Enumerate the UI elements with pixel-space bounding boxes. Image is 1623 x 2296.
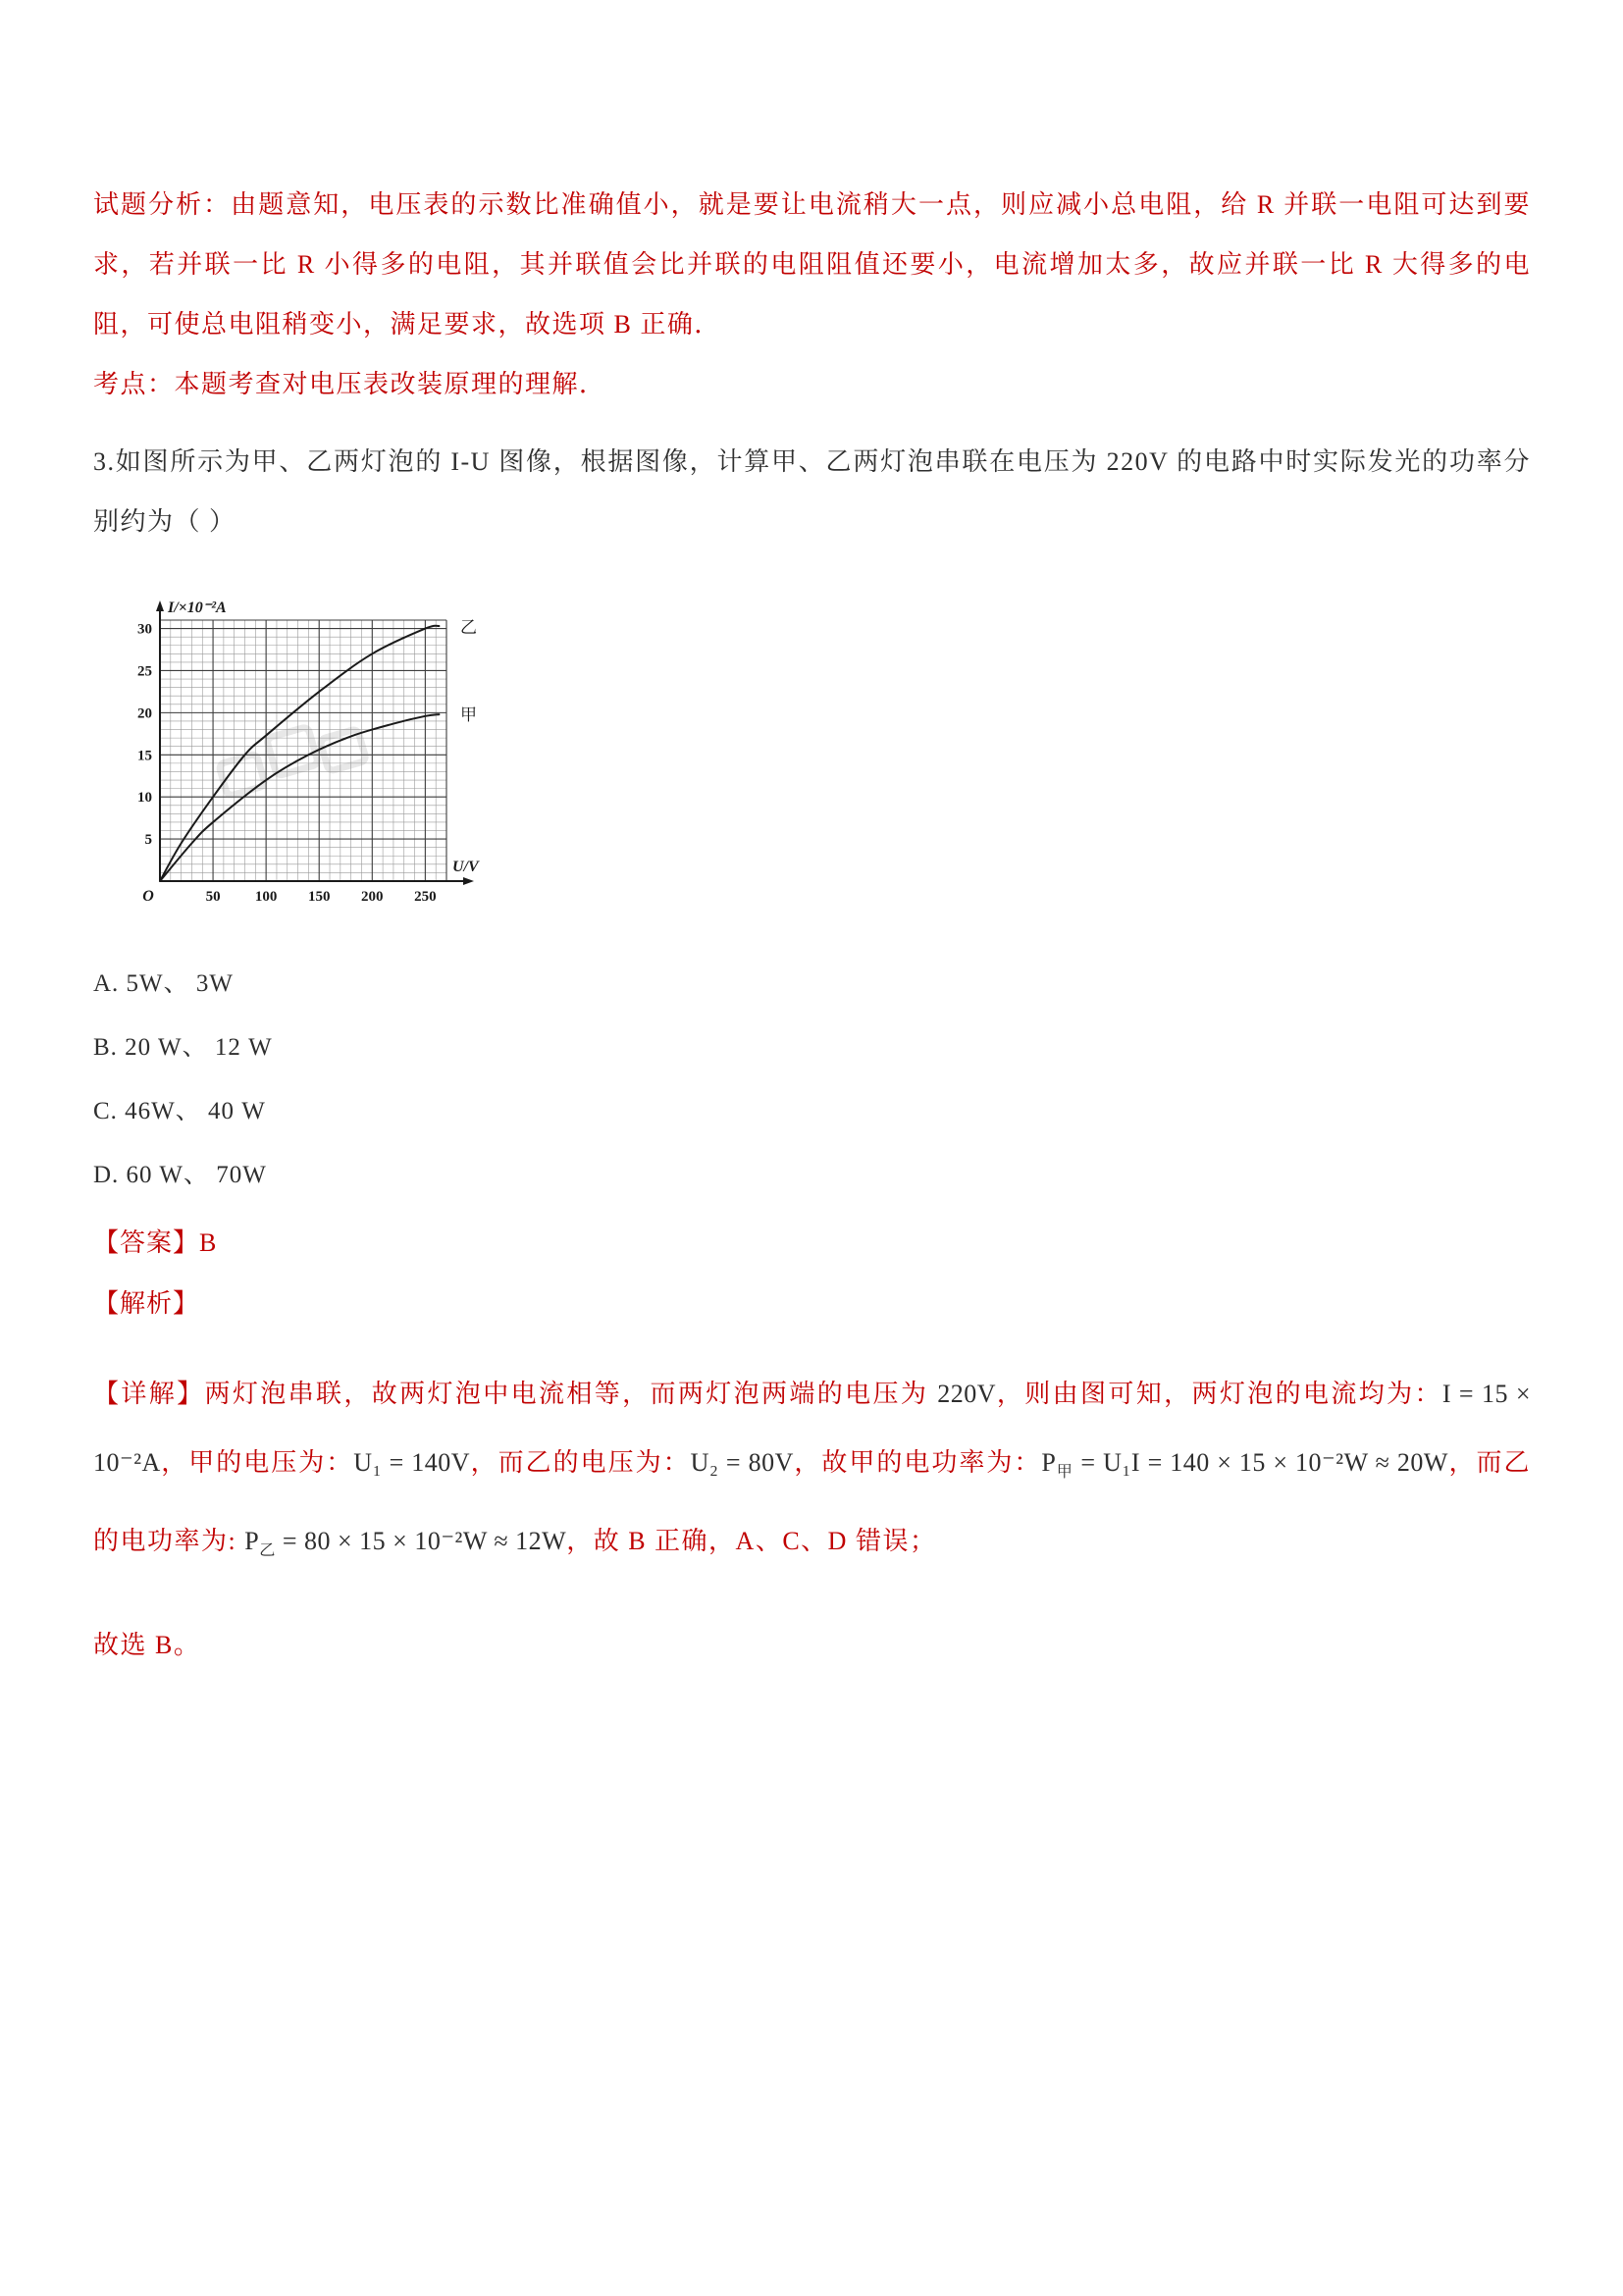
p-yi-rest: = 80 × 15 × 10⁻²W ≈ 12W [275, 1527, 567, 1556]
svg-text:10: 10 [137, 790, 152, 807]
detail-text-7: ，故 B 正确，A、C、D 错误； [566, 1527, 937, 1556]
svg-text:200: 200 [361, 889, 384, 905]
answer-value: B [199, 1228, 218, 1257]
svg-text:25: 25 [137, 663, 152, 680]
p-jia-base: P [1041, 1448, 1057, 1477]
curve-label-甲: 甲 [460, 705, 477, 725]
detail-text-1: 【详解】两灯泡串联，故两灯泡中电流相等，而两灯泡两端的电压为 [93, 1380, 938, 1408]
p-jia-sub: 甲 [1056, 1464, 1073, 1482]
svg-text:U/V: U/V [452, 859, 479, 875]
option-c: C. 46W、 40 W [93, 1098, 266, 1124]
svg-text:150: 150 [307, 889, 331, 905]
curve-乙 [160, 626, 439, 881]
analysis-paragraph: 试题分析：由题意知，电压表的示数比准确值小，就是要让电流稍大一点，则应减小总电阻，给 R 并联一电阻可达到要求，若并联一比 R 小得多的电阻，其并联值会比并联的电阻阻值还要小，电流增加太多，故应并联一比 R 大得多的电阻，可使总电阻稍变小，满足要求，故选项 B 正确． [93, 190, 1531, 339]
curve-label-乙: 乙 [460, 617, 477, 637]
detail-text-6: ，而乙的电功率为: [93, 1448, 1531, 1556]
option-b: B. 20 W、 12 W [93, 1034, 273, 1061]
svg-text:30: 30 [137, 621, 152, 638]
p-yi-sub: 乙 [259, 1542, 276, 1560]
formula-u1: U₁ = 140V [353, 1448, 471, 1477]
iu-graph [107, 591, 503, 916]
analysis-label-line: 【解析】 [93, 1289, 200, 1318]
detail-text-3: ，甲的电压为： [160, 1448, 354, 1477]
final-choice-line: 故选 B。 [93, 1631, 201, 1660]
formula-u2: U₂ = 80V [690, 1448, 794, 1477]
svg-text:100: 100 [254, 889, 278, 905]
detail-text-4: ，而乙的电压为： [470, 1448, 691, 1477]
question-3-text: 3.如图所示为甲、乙两灯泡的 I-U 图像，根据图像，计算甲、乙两灯泡串联在电压为 220V 的电路中时实际发光的功率分别约为（ ） [93, 447, 1531, 536]
svg-text:5: 5 [144, 832, 152, 849]
detail-text-5: ，故甲的电功率为： [793, 1448, 1042, 1477]
option-d: D. 60 W、 70W [93, 1162, 267, 1188]
svg-text:I/×10⁻²A: I/×10⁻²A [168, 600, 227, 616]
answer-line [93, 1213, 1531, 1274]
voltage-220v: 220V [937, 1380, 996, 1408]
p-jia-rest: = U₁I = 140 × 15 × 10⁻²W ≈ 20W [1073, 1448, 1448, 1477]
watermark [215, 713, 366, 800]
svg-text:250: 250 [414, 889, 437, 905]
svg-text:50: 50 [205, 889, 221, 905]
formula-current: I = 15 × 10⁻²A [93, 1380, 1531, 1477]
svg-text:20: 20 [137, 705, 152, 722]
svg-text:O: O [142, 888, 154, 905]
document-page [93, 175, 1531, 1705]
answer-block [93, 1213, 1531, 1334]
svg-text:15: 15 [137, 748, 152, 764]
exam-point-line: 考点：本题考查对电压表改装原理的理解． [93, 370, 606, 398]
iu-graph-svg [107, 591, 503, 916]
option-a: A. 5W、 3W [93, 970, 234, 997]
options-list [93, 952, 1531, 1207]
formula-p-jia [1041, 1448, 1448, 1482]
formula-p-yi [244, 1527, 567, 1560]
detail-text-2: ，则由图可知，两灯泡的电流均为： [995, 1380, 1442, 1408]
answer-label: 【答案】 [93, 1228, 200, 1257]
p-yi-base: P [244, 1527, 260, 1556]
detail-explanation [93, 1360, 1531, 1586]
